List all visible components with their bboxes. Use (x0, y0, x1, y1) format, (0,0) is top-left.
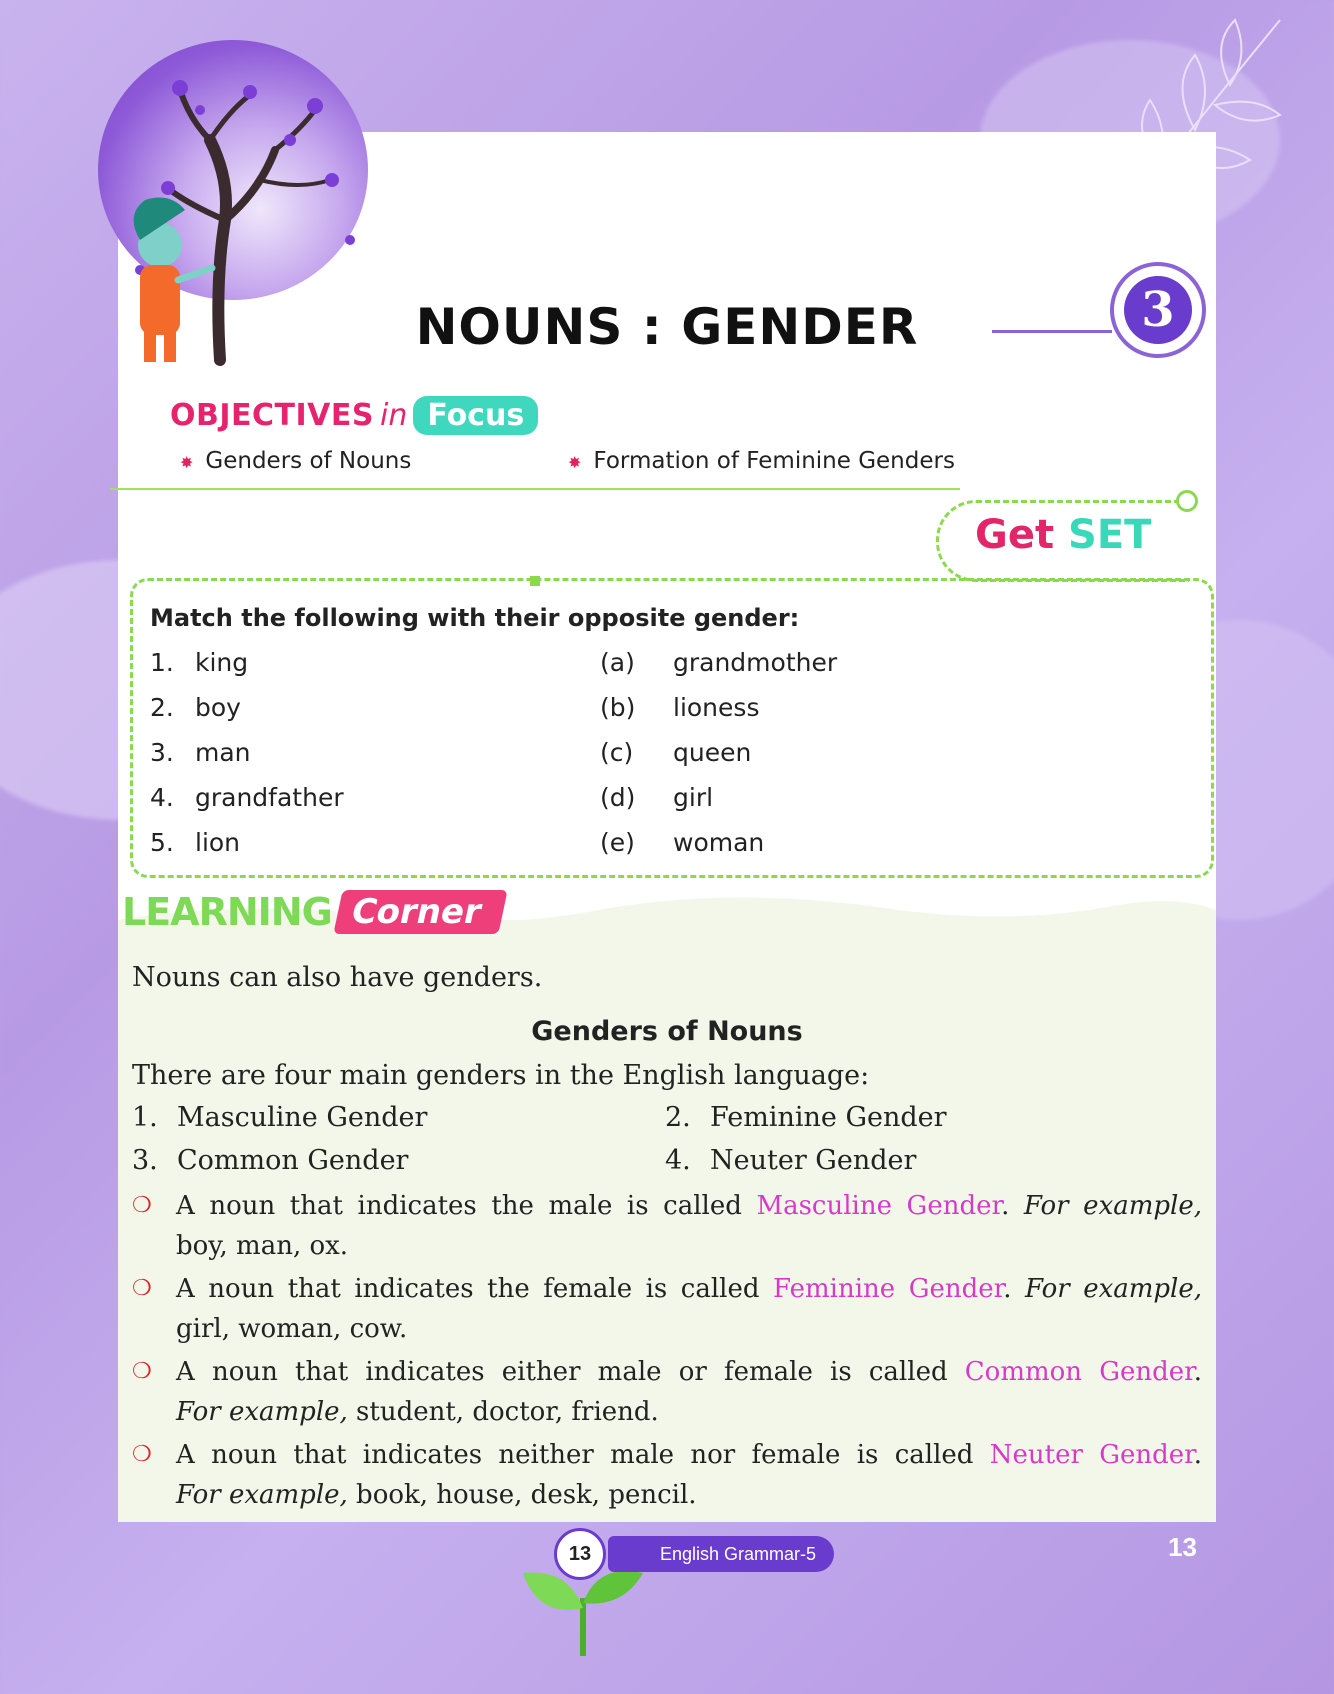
intro-text: Nouns can also have genders. (132, 962, 543, 993)
definition-bullet: ❍ A noun that indicates either male or female is called Common Gender. For example, student, doctor, friend. (132, 1352, 1202, 1432)
exercise-instruction: Match the following with their opposite gender: (150, 604, 800, 632)
circle-bullet-icon: ❍ (132, 1359, 152, 1384)
objectives-heading (170, 393, 538, 437)
gender-list-item: 2. Feminine Gender (665, 1102, 947, 1133)
page-number-badge: 13 (554, 1528, 606, 1580)
lead-text: There are four main genders in the English language: (132, 1060, 870, 1091)
gender-term: Neuter Gender (989, 1440, 1194, 1470)
circle-bullet-icon: ❍ (132, 1276, 152, 1301)
objectives-heading-in: in (379, 397, 408, 433)
frame-dot (1176, 490, 1198, 512)
objectives-divider (110, 488, 960, 490)
section-heading: Genders of Nouns (531, 1016, 803, 1047)
match-row: 2. boy (b) lioness (150, 693, 760, 722)
match-row: 4. grandfather (d) girl (150, 783, 714, 812)
gender-list-item: 3. Common Gender (132, 1145, 409, 1176)
chapter-badge (1110, 262, 1206, 358)
circle-bullet-icon: ❍ (132, 1193, 152, 1218)
gender-term: Common Gender (964, 1357, 1194, 1387)
gender-term: Masculine Gender (756, 1191, 1002, 1221)
match-row: 5. lion (e) woman (150, 828, 765, 857)
title-divider (992, 330, 1112, 333)
match-row: 1. king (a) grandmother (150, 648, 838, 677)
book-title-pill: English Grammar-5 (608, 1536, 834, 1572)
gender-term: Feminine Gender (773, 1274, 1004, 1304)
gender-list-item: 4. Neuter Gender (665, 1145, 917, 1176)
page-number: 13 (1168, 1532, 1197, 1562)
circle-bullet-icon: ❍ (132, 1442, 152, 1467)
match-row: 3. man (c) queen (150, 738, 752, 767)
definition-bullet: ❍ A noun that indicates the female is called Feminine Gender. For example, girl, woman, cow. (132, 1269, 1202, 1349)
gender-list-item: 1. Masculine Gender (132, 1102, 428, 1133)
objectives-heading-word: OBJECTIVES (170, 397, 374, 433)
objective-item: ✸ Genders of Nouns (180, 448, 412, 474)
learning-corner-heading (122, 890, 503, 934)
chapter-number: 3 (1124, 276, 1192, 344)
bullet-icon: ✸ (180, 453, 194, 472)
get-set-heading: Get SET (975, 512, 1152, 558)
definition-bullet: ❍ A noun that indicates the male is called Masculine Gender. For example, boy, man, ox. (132, 1186, 1202, 1266)
page-title: NOUNS : GENDER (415, 298, 919, 356)
corner-heading-word: Corner (333, 890, 507, 934)
learning-heading-word: LEARNING (122, 890, 332, 934)
bullet-icon: ✸ (568, 453, 582, 472)
definition-bullet: ❍ A noun that indicates neither male nor female is called Neuter Gender. For example, book, house, desk, pencil. (132, 1435, 1202, 1515)
objective-item: ✸ Formation of Feminine Genders (568, 448, 955, 474)
frame-square (530, 576, 540, 586)
objectives-heading-focus: Focus (413, 396, 538, 435)
